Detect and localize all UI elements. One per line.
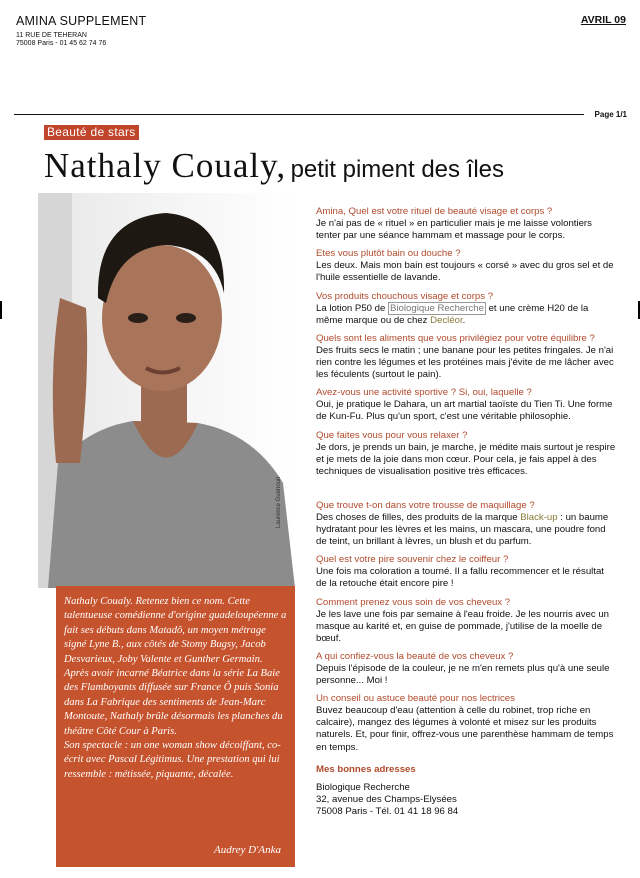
interview-question: Etes vous plutôt bain ou douche ? bbox=[316, 248, 461, 260]
portrait-illustration bbox=[38, 193, 295, 588]
page-number: Page 1/1 bbox=[594, 110, 627, 119]
article-title bbox=[44, 146, 504, 186]
interview-answer: Une fois ma coloration a tourné. Il a fallu recommencer et le résultat de la retouche était encore pire ! bbox=[316, 566, 604, 590]
brand-name: Black-up bbox=[520, 511, 558, 523]
interview-answer: Je n'ai pas de « rituel » en particulier mais je me laisse volontiers tenter par une séance hammam et massage pour le corps. bbox=[316, 218, 592, 242]
interview-answer: Des choses de filles, des produits de la marque Black-up : un baume hydratant pour les lèvres et les mains, un mascara, une poudre fond de teint, un brillant à lèvres, un blush et du parfum. bbox=[316, 511, 609, 548]
bio-author: Audrey D'Anka bbox=[213, 843, 281, 856]
interview-answer: Je les lave une fois par semaine à l'eau froide. Je les nourris avec un masque au karité et, en guise de pommade, j'utilise de la moelle de bœuf. bbox=[316, 608, 610, 644]
interview-answer: Buvez beaucoup d'eau (attention à celle du robinet, trop riche en calcaire), mangez des légumes à volonté et misez sur les produits naturels. Et, pour finir, offrez-vous une parenthèse hammam de temps en temps. bbox=[316, 705, 614, 753]
interview-question: Vos produits chouchous visage et corps ? bbox=[316, 290, 494, 302]
interview-answer: Les deux. Mais mon bain est toujours « corsé » avec du gros sel et de l'huile essentielle de lavande. bbox=[316, 260, 614, 284]
address-line: 75008 Paris - Tél. 01 41 18 96 84 bbox=[316, 805, 459, 817]
bio-box bbox=[56, 586, 295, 867]
bio-paragraph: Son spectacle : un one woman show décoiffant, co-écrit avec Pascal Légitimus. Une prestation qui lui ressemble : métissée, piquante, décalée. bbox=[64, 740, 281, 780]
interview-question: Un conseil ou astuce beauté pour nos lectrices bbox=[316, 693, 515, 705]
bio-paragraph: Nathaly Coualy. Retenez bien ce nom. Cette talentueuse comédienne d'origine guadeloupéenne a fait ses débuts dans Matadô, un moyen métrage signé Lyne B., aux côtés de Stomy Bugsy, Jacob Desvarieux, Joby Valente et Gunther Germain. Après avoir incarné Béatrice dans la série La Baie des Flamboyants diffusée sur France Ô puis Sonia dans La Fabrique des sentiments de Jean-Marc Montoute, Nathaly brûle désormais les planches du théâtre Côté Cour à Paris. bbox=[64, 596, 287, 737]
publication-address-line2: 75008 Paris - 01 45 62 74 76 bbox=[16, 40, 107, 47]
scan-mark-left bbox=[0, 301, 2, 319]
interview-question: Avez-vous une activité sportive ? Si, oui, laquelle ? bbox=[316, 387, 532, 399]
publication-address-line1: 11 RUE DE TEHERAN bbox=[16, 32, 87, 39]
interview-question: Quels sont les aliments que vous privilégiez pour votre équilibre ? bbox=[316, 332, 595, 344]
interview-answer: La lotion P50 de Biologique Recherche et une crème H20 de la même marque ou de chez Decléor. bbox=[316, 302, 589, 326]
brand-highlight: Biologique Recherche bbox=[390, 302, 484, 314]
interview-question: Amina, Quel est votre rituel de beauté visage et corps ? bbox=[316, 206, 553, 217]
publication-name: AMINA SUPPLEMENT bbox=[16, 14, 147, 28]
interview-column bbox=[316, 206, 616, 818]
address-line: Biologique Recherche bbox=[316, 781, 410, 793]
section-kicker: Beauté de stars bbox=[44, 125, 139, 140]
title-name: Nathaly Coualy, bbox=[44, 146, 287, 185]
interview-answer: Des fruits secs le matin ; une banane pour les petites fringales. Je n'ai rien contre les légumes et les protéines mais j'évite de me lâcher avec les féculents (surtout le pain). bbox=[316, 344, 614, 381]
photo-credit: Laurence Guenoun bbox=[276, 476, 282, 528]
brand-name: Decléor bbox=[430, 314, 463, 326]
addresses-heading: Mes bonnes adresses bbox=[316, 763, 416, 775]
interview-question: A qui confiez-vous la beauté de vos cheveux ? bbox=[316, 650, 514, 662]
title-subtitle: petit piment des îles bbox=[290, 156, 505, 183]
interview-question: Quel est votre pire souvenir chez le coiffeur ? bbox=[316, 554, 509, 566]
interview-answer: Oui, je pratique le Dahara, un art martial taoïste du Tien Ti. Une forme de Kun-Fu. Plus qu'un sport, c'est une véritable philosophie. bbox=[316, 399, 613, 423]
address-line: 32, avenue des Champs-Elysées bbox=[316, 793, 457, 805]
interview-question: Comment prenez vous soin de vos cheveux ? bbox=[316, 596, 511, 608]
portrait-photo bbox=[38, 193, 295, 588]
interview-question: Que trouve t-on dans votre trousse de maquillage ? bbox=[316, 499, 535, 511]
interview-answer: Je dors, je prends un bain, je marche, je médite mais surtout je respire et je mets de la joie dans mon cœur. Pour cela, je fais appel à des techniques de visualisation positive très efficaces. bbox=[316, 441, 616, 477]
interview-answer: Depuis l'épisode de la couleur, je ne m'en remets plus qu'à une seule personne... Moi ! bbox=[316, 663, 610, 687]
interview-question: Que faites vous pour vous relaxer ? bbox=[316, 429, 468, 441]
issue-date: AVRIL 09 bbox=[580, 14, 626, 26]
header-rule bbox=[14, 114, 584, 115]
